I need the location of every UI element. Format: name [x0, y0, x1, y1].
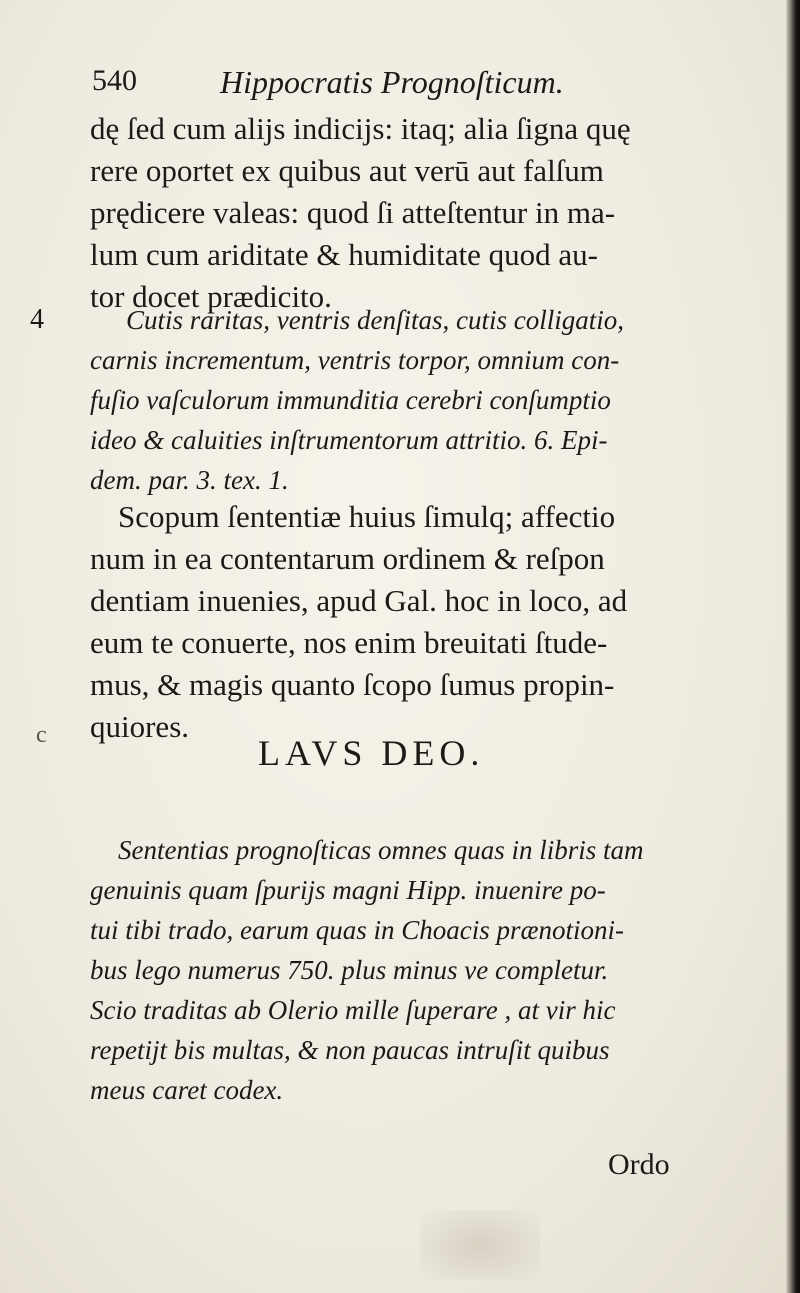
- text-line: dę ſed cum alijs indicijs: itaq; alia ſigna quę: [90, 111, 631, 146]
- binding-edge: [786, 0, 800, 1293]
- margin-side-mark: c: [36, 722, 47, 748]
- text-line: prędicere valeas: quod ſi atteſtentur in ma-: [90, 195, 616, 230]
- text-line: fuſio vaſculorum immunditia cerebri conſumptio: [90, 385, 611, 415]
- text-line: carnis incrementum, ventris torpor, omnium con-: [90, 345, 620, 375]
- text-line: rere oportet ex quibus aut verū aut falſum: [90, 153, 604, 188]
- page-number: 540: [92, 64, 137, 97]
- text-line: tui tibi trado, earum quas in Choacis prænotioni-: [90, 915, 625, 945]
- margin-aphorism-number: 4: [30, 304, 44, 335]
- paragraph-1: [90, 108, 690, 318]
- text-line: lum cum ariditate & humiditate quod au-: [90, 237, 598, 272]
- text-line: meus caret codex.: [90, 1075, 284, 1105]
- text-line: tor docet prædicito.: [90, 279, 332, 314]
- running-head: [92, 64, 692, 108]
- text-line: Cutis raritas, ventris denſitas, cutis colligatio,: [126, 305, 625, 335]
- aphorism-4: [90, 300, 690, 500]
- closing-note: [90, 830, 690, 1110]
- text-line: dem. par. 3. tex. 1.: [90, 465, 289, 495]
- text-line: Scio traditas ab Olerio mille ſuperare , at vir hic: [90, 995, 616, 1025]
- running-title: Hippocratis Prognoſticum.: [220, 64, 564, 100]
- text-line: Scopum ſententiæ huius ſimulq; affectio: [118, 499, 616, 534]
- closing-heading: LAVS DEO.: [258, 733, 485, 773]
- text-line: dentiam inuenies, apud Gal. hoc in loco, ad: [90, 583, 628, 618]
- text-line: quiores.: [90, 709, 190, 744]
- text-line: Sententias prognoſticas omnes quas in libris tam: [118, 835, 644, 865]
- paragraph-2: [90, 496, 690, 748]
- text-line: mus, & magis quanto ſcopo ſumus propin-: [90, 667, 615, 702]
- catchword: Ordo: [608, 1148, 670, 1181]
- text-line: eum te conuerte, nos enim breuitati ſtude-: [90, 625, 608, 660]
- text-line: ideo & caluities inſtrumentorum attritio. 6. Epi-: [90, 425, 608, 455]
- paper-stain: [420, 1210, 540, 1280]
- text-line: repetijt bis multas, & non paucas intruſit quibus: [90, 1035, 610, 1065]
- text-line: genuinis quam ſpurijs magni Hipp. inuenire po-: [90, 875, 606, 905]
- text-line: bus lego numerus 750. plus minus ve completur.: [90, 955, 609, 985]
- text-line: num in ea contentarum ordinem & reſpon: [90, 541, 605, 576]
